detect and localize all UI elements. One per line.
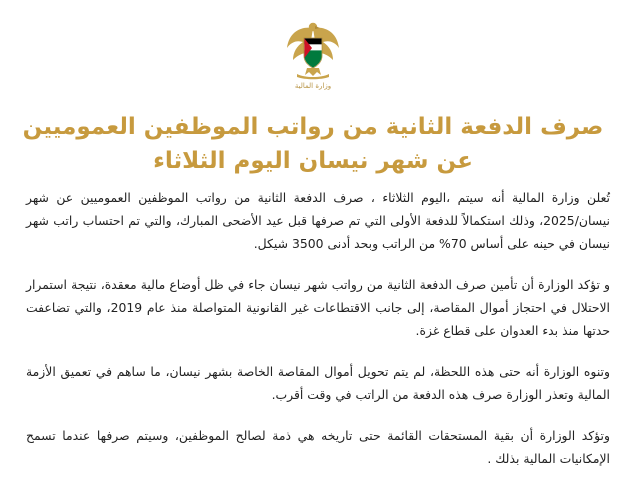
paragraph-4: وتؤكد الوزارة أن بقية المستحقات القائمة حتى تاريخه هي ذمة لصالح الموظفين، وسيتم صرفها عندما تسمح الإمكانيات المالية بذلك . [26, 428, 610, 466]
headline-line-1: صرف الدفعة الثانية من رواتب الموظفين العموميين [22, 114, 604, 140]
headline-line-2: عن شهر نيسان اليوم الثلاثاء [153, 148, 473, 174]
ministry-name-caption: وزارة المالية [294, 82, 332, 90]
paragraph-1: تُعلن وزارة المالية أنه سيتم ،اليوم الثلاثاء ، صرف الدفعة الثانية من رواتب الموظفين العموميين عن شهر نيسان/2025، وذلك استكمالاً للدفعة الأولى التي تم صرفها قبل عيد الأضحى المبارك، والتي تم احتساب راتب شهر نيسان في حينه على أساس 70% من الراتب وبحد أدنى 3500 شيكل. [26, 190, 610, 251]
eagle-emblem-icon [279, 18, 347, 80]
paragraph-3: وتنوه الوزارة أنه حتى هذه اللحظة، لم يتم تحويل أموال المقاصة الخاصة بشهر نيسان، ما ساهم في تعميق الأزمة المالية وتعذر الوزارة صرف هذه الدفعة من الراتب في وقت أقرب. [26, 364, 610, 402]
statement-body [26, 186, 610, 488]
paragraph-2: و تؤكد الوزارة أن تأمين صرف الدفعة الثانية من رواتب شهر نيسان جاء في ظل أوضاع مالية معقدة، نتيجة استمرار الاحتلال في احتجاز أموال المقاصة، إلى جانب الاقتطاعات غير القانونية المتواصلة منذ عام 2019، والتي تضاعفت حدتها منذ بدء العدوان على قطاع غزة. [26, 277, 610, 338]
